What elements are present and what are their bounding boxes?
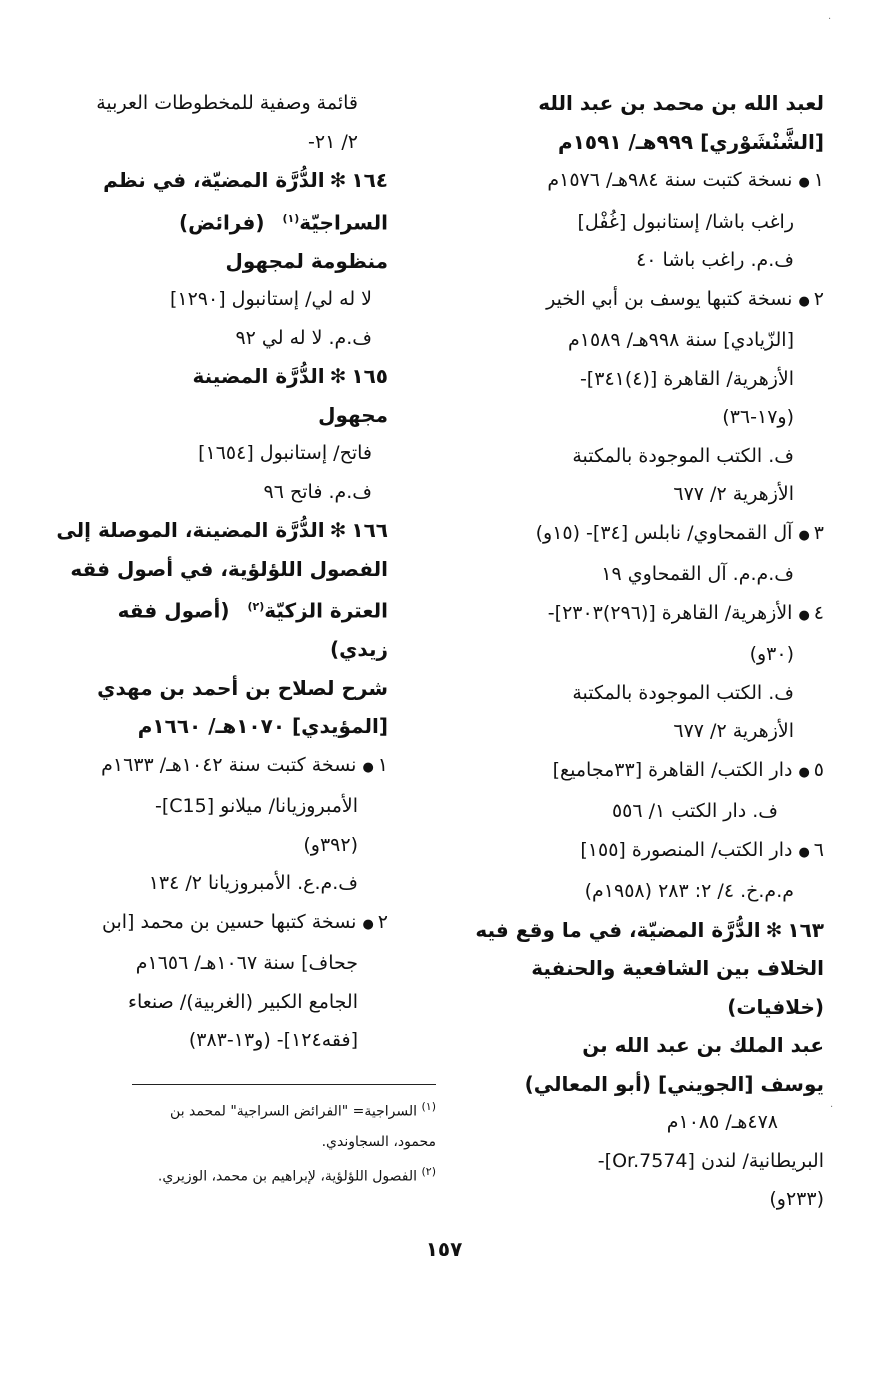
- line-text: آل القمحاوي/ نابلس [٣٤]- (١٥و): [535, 521, 793, 544]
- item-number: ٥: [813, 758, 824, 781]
- subject-tag: (فرائض): [179, 210, 265, 235]
- line-text: العترة الزكيّة: [264, 598, 388, 623]
- text-line: [88, 630, 388, 669]
- entry-heading: [88, 161, 388, 200]
- line-text: الجامع الكبير (الغربية)/ صنعاء: [128, 990, 358, 1013]
- copy-item: [88, 746, 388, 788]
- text-line: [488, 241, 824, 280]
- line-text: الأمبروزيانا/ ميلانو [C15]-: [155, 795, 358, 818]
- right-column: [475, 84, 824, 1219]
- text-line: [488, 398, 824, 437]
- line-text: ف.م.م. آل القمحاوي ١٩: [601, 563, 794, 585]
- text-line: [488, 321, 824, 360]
- line-text: جحاف] سنة ١٠٦٧هـ/ ١٦٥٦م: [135, 952, 358, 975]
- text-line: [488, 555, 824, 594]
- line-text: ف. الكتب الموجودة بالمكتبة: [572, 444, 794, 467]
- line-text: شرح لصلاح بن أحمد بن مهدي: [97, 675, 388, 700]
- text-line: [88, 473, 388, 512]
- line-text: الفصول اللؤلؤية، في أصول فقه: [70, 556, 388, 581]
- footnote: [96, 1092, 436, 1127]
- footnotes: [96, 1092, 436, 1191]
- line-text: لا له لي/ إستانبول [١٢٩٠]: [169, 288, 372, 311]
- line-text: الدُّرَّة المضيّة، في نظم: [103, 168, 325, 192]
- text-line: [488, 203, 824, 242]
- text-line: [488, 1103, 824, 1142]
- left-column: [56, 84, 388, 1060]
- line-text: راغب باشا/ إستانبول [غُفْل]: [577, 210, 794, 233]
- entry-number: ١٦٥: [351, 364, 388, 389]
- copy-item: [488, 514, 824, 556]
- text-line: [88, 944, 388, 983]
- line-text: الدُّرَّة المضينة: [192, 364, 325, 389]
- bullet-icon: ●: [362, 916, 374, 932]
- entry-heading: [88, 357, 388, 396]
- line-text: البريطانية/ لندن [Or.7574]-: [597, 1149, 824, 1172]
- line-text: دار الكتب/ القاهرة [٣٣مجاميع]: [552, 758, 793, 781]
- asterism-icon: ✻: [329, 518, 347, 543]
- footnote-number: (١): [421, 1100, 436, 1113]
- line-text: الأزهرية/ القاهرة [(٤)٣٤١]-: [579, 367, 794, 390]
- item-number: ٤: [813, 601, 824, 624]
- line-text: لعبد الله بن محمد بن عبد الله: [538, 91, 824, 115]
- text-line: [488, 792, 824, 831]
- line-text: (٣٩٢و): [303, 833, 358, 856]
- text-line: [88, 123, 388, 162]
- item-number: ٦: [813, 838, 824, 861]
- footnote-number: (٢): [421, 1164, 436, 1178]
- text-line: [488, 949, 824, 988]
- line-text: الأزهرية ٢/ ٦٧٧: [673, 720, 794, 742]
- text-line: [88, 864, 388, 903]
- text-line: [488, 1065, 824, 1104]
- text-line: [488, 123, 824, 162]
- scan-speck: ·: [830, 1102, 834, 1113]
- item-number: ٢: [813, 287, 824, 310]
- text-line: [488, 475, 824, 514]
- asterism-icon: ✻: [329, 364, 347, 389]
- item-number: ٣: [813, 521, 824, 544]
- line-text: ٤٧٨هـ/ ١٠٨٥م: [666, 1111, 778, 1133]
- line-text: (و١٧-٣٦): [722, 406, 794, 428]
- entry-heading: [56, 511, 388, 550]
- line-text: فاتح/ إستانبول [١٦٥٤]: [198, 442, 372, 465]
- text-line: [88, 319, 388, 358]
- footnote-text: الفصول اللؤلؤية، لإبراهيم بن محمد، الوزيري.: [157, 1168, 418, 1185]
- text-line: [488, 360, 824, 399]
- line-text: الأزهرية/ القاهرة [(٢٩٦)٢٣٠٣]-: [547, 601, 793, 624]
- line-text: عبد الملك بن عبد الله بن: [582, 1033, 824, 1057]
- line-text: قائمة وصفية للمخطوطات العربية: [96, 92, 358, 114]
- line-text: م.م.خ. ٤/ ٢: ٢٨٣ (١٩٥٨م): [584, 880, 794, 902]
- text-line: [488, 635, 824, 674]
- bullet-icon: ●: [362, 759, 374, 775]
- text-line: [488, 988, 824, 1027]
- line-text: السراجيّة: [299, 210, 388, 235]
- copy-item: [488, 594, 824, 636]
- line-text: ف. الكتب الموجودة بالمكتبة: [572, 681, 794, 704]
- line-text: الدُّرَّة المضينة، الموصلة إلى: [56, 518, 325, 543]
- line-text: (٣٠و): [749, 643, 794, 665]
- line-text: [المؤيدي] ١٠٧٠هـ/ ١٦٦٠م: [137, 714, 388, 739]
- text-line: [88, 787, 388, 826]
- text-line: [88, 396, 388, 435]
- text-line: [488, 84, 824, 123]
- text-line: [88, 707, 388, 746]
- copy-item: [488, 280, 824, 322]
- footnote-ref: (٢): [247, 600, 265, 614]
- line-text: (٢٣٣و): [769, 1188, 824, 1210]
- line-text: ف.م. فاتح ٩٦: [263, 480, 372, 503]
- copy-item: [488, 751, 824, 793]
- footnote-text: محمود، السجاوندي.: [321, 1133, 436, 1150]
- text-line: [488, 872, 824, 911]
- page-number: ١٥٧: [425, 1237, 463, 1261]
- footnote: [96, 1157, 436, 1192]
- item-number: ١: [813, 169, 824, 191]
- asterism-icon: ✻: [765, 917, 783, 942]
- text-line: [88, 200, 388, 242]
- text-line: [70, 550, 388, 589]
- copy-item: [488, 831, 824, 873]
- text-line: [488, 712, 824, 751]
- line-text: دار الكتب/ المنصورة [١٥٥]: [580, 838, 793, 861]
- bullet-icon: ●: [798, 527, 810, 543]
- text-line: [88, 983, 388, 1022]
- item-number: ٢: [377, 910, 388, 933]
- line-text: يوسف [الجويني] (أبو المعالي): [524, 1071, 824, 1096]
- line-text: نسخة كتبها يوسف بن أبي الخير: [546, 287, 793, 310]
- line-text: ٢/ ٢١-: [308, 130, 358, 153]
- bullet-icon: ●: [798, 293, 810, 309]
- copy-item: [488, 161, 824, 203]
- text-line: [488, 674, 824, 713]
- bullet-icon: ●: [798, 764, 810, 780]
- line-text: نسخة كتبت سنة ٩٨٤هـ/ ١٥٧٦م: [547, 169, 793, 191]
- line-text: ف.م. لا له لي ٩٢: [235, 326, 372, 349]
- line-text: (خلافيات): [727, 994, 824, 1019]
- text-line: [88, 434, 388, 473]
- line-text: [الشَّنْشَوْري] ٩٩٩هـ/ ١٥٩١م: [558, 129, 824, 154]
- entry-number: ١٦٣: [787, 917, 824, 942]
- line-text: ف. دار الكتب ١/ ٥٥٦: [611, 800, 778, 822]
- line-text: زيدي): [329, 637, 388, 662]
- line-text: منظومة لمجهول: [225, 248, 388, 273]
- footnote: [96, 1127, 436, 1157]
- text-line: [88, 280, 388, 319]
- text-line: [488, 1180, 824, 1219]
- bullet-icon: ●: [798, 175, 810, 190]
- text-line: [488, 1142, 824, 1181]
- entry-number: ١٦٦: [351, 518, 388, 543]
- subject-tag: (أصول فقه: [117, 598, 230, 623]
- line-text: ف.م. راغب باشا ٤٠: [636, 249, 794, 271]
- line-text: مجهول: [318, 402, 388, 427]
- text-line: [88, 588, 388, 630]
- bullet-icon: ●: [798, 844, 810, 860]
- text-line: [488, 1026, 824, 1065]
- footnote-text: السراجية= "الفرائض السراجية" لمحمد بن: [170, 1103, 418, 1120]
- footnote-ref: (١): [282, 211, 300, 225]
- text-line: [88, 84, 388, 123]
- text-line: [88, 242, 388, 281]
- entry-number: ١٦٤: [351, 168, 388, 192]
- item-number: ١: [377, 753, 388, 776]
- line-text: ف.م.ع. الأمبروزيانا ٢/ ١٣٤: [148, 872, 358, 895]
- line-text: [الزّيادي] سنة ٩٩٨هـ/ ١٥٨٩م: [568, 329, 794, 351]
- line-text: الأزهرية ٢/ ٦٧٧: [673, 483, 794, 505]
- text-line: [88, 1021, 388, 1060]
- bullet-icon: ●: [798, 607, 810, 623]
- line-text: [فقه١٢٤]- (و١٣-٣٨٣): [188, 1029, 358, 1052]
- footnote-separator: [132, 1084, 436, 1085]
- line-text: الخلاف بين الشافعية والحنفية: [531, 956, 824, 980]
- line-text: الدُّرَّة المضيّة، في ما وقع فيه: [475, 917, 761, 942]
- text-line: [88, 669, 388, 708]
- entry-heading: [475, 911, 824, 950]
- asterism-icon: ✻: [329, 168, 347, 192]
- text-line: [88, 826, 388, 865]
- scan-speck: ·: [828, 14, 832, 25]
- copy-item: [88, 903, 388, 945]
- line-text: نسخة كتبت سنة ١٠٤٢هـ/ ١٦٣٣م: [101, 753, 357, 776]
- text-line: [488, 437, 824, 476]
- line-text: نسخة كتبها حسين بن محمد [ابن: [102, 910, 357, 933]
